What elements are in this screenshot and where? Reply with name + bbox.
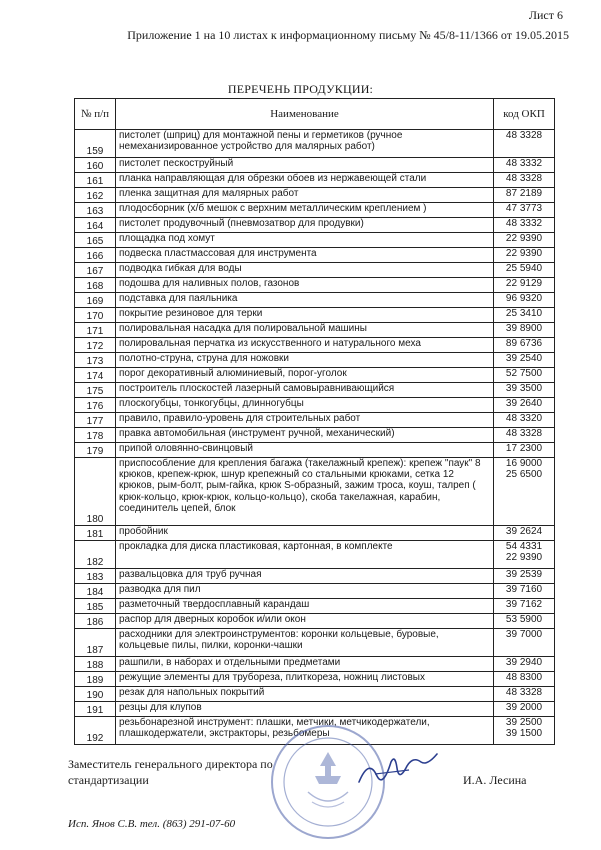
row-okp-code: 48 3328: [494, 130, 555, 158]
row-product-name: пистолет (шприц) для монтажной пены и герметиков (ручное немеханизированное устройство для малярных работ): [116, 130, 494, 158]
row-okp-code: 22 9390: [494, 248, 555, 263]
table-row: [75, 158, 555, 173]
row-product-name: планка направляющая для обрезки обоев из нержавеющей стали: [116, 173, 494, 188]
row-number: 168: [75, 278, 116, 293]
row-product-name: полировальная насадка для полировальной машины: [116, 323, 494, 338]
row-number: 167: [75, 263, 116, 278]
table-row: [75, 353, 555, 368]
row-number: 164: [75, 218, 116, 233]
table-row: [75, 599, 555, 614]
row-product-name: пленка защитная для малярных работ: [116, 188, 494, 203]
row-product-name: правило, правило-уровень для строительных работ: [116, 413, 494, 428]
header-name: Наименование: [116, 99, 494, 130]
row-okp-code: 39 8900: [494, 323, 555, 338]
row-product-name: рашпили, в наборах и отдельными предметами: [116, 657, 494, 672]
row-okp-code: 53 5900: [494, 614, 555, 629]
table-header-row: [75, 99, 555, 130]
row-okp-code: 39 2500 39 1500: [494, 717, 555, 745]
row-number: 184: [75, 584, 116, 599]
table-row: [75, 443, 555, 458]
header-number: № п/п: [75, 99, 116, 130]
executor-contact: Исп. Янов С.В. тел. (863) 291-07-60: [68, 818, 236, 830]
row-number: 187: [75, 629, 116, 657]
table-row: [75, 702, 555, 717]
row-okp-code: 39 7162: [494, 599, 555, 614]
row-product-name: развальцовка для труб ручная: [116, 569, 494, 584]
table-row: [75, 569, 555, 584]
row-okp-code: 17 2300: [494, 443, 555, 458]
row-number: 189: [75, 672, 116, 687]
table-row: [75, 368, 555, 383]
table-row: [75, 338, 555, 353]
table-row: [75, 323, 555, 338]
table-row: [75, 413, 555, 428]
row-number: 186: [75, 614, 116, 629]
row-product-name: плодосборник (х/б мешок с верхним металлическим креплением ): [116, 203, 494, 218]
row-product-name: правка автомобильная (инструмент ручной, механический): [116, 428, 494, 443]
row-okp-code: 89 6736: [494, 338, 555, 353]
row-okp-code: 39 7000: [494, 629, 555, 657]
row-product-name: подошва для наливных полов, газонов: [116, 278, 494, 293]
table-row: [75, 218, 555, 233]
row-product-name: резьбонарезной инструмент: плашки, метчики, метчикодержатели, плашкодержатели, экстракторы, резьбомеры: [116, 717, 494, 745]
row-okp-code: 39 2940: [494, 657, 555, 672]
row-okp-code: 39 2540: [494, 353, 555, 368]
table-row: [75, 584, 555, 599]
table-row: [75, 614, 555, 629]
header-okp-code: код ОКП: [494, 99, 555, 130]
row-product-name: полотно-струна, струна для ножовки: [116, 353, 494, 368]
row-product-name: припой оловянно-свинцовый: [116, 443, 494, 458]
table-row: [75, 526, 555, 541]
row-okp-code: 48 3332: [494, 218, 555, 233]
table-row: [75, 293, 555, 308]
table-row: [75, 248, 555, 263]
list-title: ПЕРЕЧЕНЬ ПРОДУКЦИИ:: [227, 82, 374, 96]
table-row: [75, 233, 555, 248]
row-product-name: резцы для клупов: [116, 702, 494, 717]
row-number: 161: [75, 173, 116, 188]
row-number: 163: [75, 203, 116, 218]
row-okp-code: 47 3773: [494, 203, 555, 218]
row-okp-code: 39 2539: [494, 569, 555, 584]
row-product-name: пистолет продувочный (пневмозатвор для продувки): [116, 218, 494, 233]
table-row: [75, 173, 555, 188]
row-okp-code: 39 2624: [494, 526, 555, 541]
row-number: 162: [75, 188, 116, 203]
signatory-position: [68, 757, 278, 788]
table-row: [75, 629, 555, 657]
row-number: 172: [75, 338, 116, 353]
row-number: 171: [75, 323, 116, 338]
row-okp-code: 16 9000 25 6500: [494, 458, 555, 526]
row-product-name: разметочный твердосплавный карандаш: [116, 599, 494, 614]
row-okp-code: 48 3332: [494, 158, 555, 173]
row-number: 191: [75, 702, 116, 717]
table-body: [75, 130, 555, 745]
row-number: 183: [75, 569, 116, 584]
row-product-name: разводка для пил: [116, 584, 494, 599]
row-okp-code: 22 9390: [494, 233, 555, 248]
row-okp-code: 39 7160: [494, 584, 555, 599]
row-number: 166: [75, 248, 116, 263]
row-number: 182: [75, 541, 116, 569]
row-product-name: режущие элементы для труборезa, плиткореза, ножниц листовых: [116, 672, 494, 687]
table-row: [75, 203, 555, 218]
row-number: 170: [75, 308, 116, 323]
signatory-position-text: Заместитель генерального директора по стандартизации: [68, 757, 273, 787]
row-okp-code: 48 3328: [494, 173, 555, 188]
sheet-number: Лист 6: [528, 8, 563, 22]
row-number: 185: [75, 599, 116, 614]
row-number: 160: [75, 158, 116, 173]
table-row: [75, 308, 555, 323]
table-row: [75, 383, 555, 398]
row-number: 178: [75, 428, 116, 443]
row-number: 177: [75, 413, 116, 428]
row-number: 169: [75, 293, 116, 308]
table-row: [75, 657, 555, 672]
row-number: 165: [75, 233, 116, 248]
table-row: [75, 541, 555, 569]
row-product-name: подставка для паяльника: [116, 293, 494, 308]
row-okp-code: 48 3320: [494, 413, 555, 428]
row-okp-code: 48 3328: [494, 687, 555, 702]
row-product-name: порог декоративный алюминиевый, порог-уголок: [116, 368, 494, 383]
row-number: 176: [75, 398, 116, 413]
row-product-name: приспособление для крепления багажа (такелажный крепеж): крепеж "паук" 8 крюков, крепеж-крюк, шнур крепежный со стальными крюками, сетка 12 крюков, рым-болт, рым-гайка, крюк S-образный, зажим троса, коуш, талреп ( крюк-кольцо, крюк-крюк, кольцо-кольцо), скоба такелажная, карабин, соединитель цепей, блок: [116, 458, 494, 526]
table-row: [75, 398, 555, 413]
row-number: 181: [75, 526, 116, 541]
row-product-name: плоскогубцы, тонкогубцы, длинногубцы: [116, 398, 494, 413]
row-okp-code: 25 5940: [494, 263, 555, 278]
row-number: 173: [75, 353, 116, 368]
row-number: 159: [75, 130, 116, 158]
row-number: 180: [75, 458, 116, 526]
row-okp-code: 54 4331 22 9390: [494, 541, 555, 569]
row-okp-code: 39 2640: [494, 398, 555, 413]
signatory-name: И.А. Лесина: [463, 773, 527, 787]
row-number: 190: [75, 687, 116, 702]
row-product-name: покрытие резиновое для терки: [116, 308, 494, 323]
row-okp-code: 39 3500: [494, 383, 555, 398]
row-product-name: распор для дверных коробок и/или окон: [116, 614, 494, 629]
row-product-name: подвеска пластмассовая для инструмента: [116, 248, 494, 263]
row-product-name: резак для напольных покрытий: [116, 687, 494, 702]
row-okp-code: 87 2189: [494, 188, 555, 203]
row-okp-code: 39 2000: [494, 702, 555, 717]
table-row: [75, 672, 555, 687]
row-number: 188: [75, 657, 116, 672]
row-product-name: площадка под хомут: [116, 233, 494, 248]
row-okp-code: 25 3410: [494, 308, 555, 323]
row-okp-code: 48 8300: [494, 672, 555, 687]
row-product-name: подводка гибкая для воды: [116, 263, 494, 278]
row-product-name: пистолет пескоструйный: [116, 158, 494, 173]
row-okp-code: 48 3328: [494, 428, 555, 443]
row-product-name: полировальная перчатка из искусственного и натурального меха: [116, 338, 494, 353]
row-number: 175: [75, 383, 116, 398]
table-row: [75, 278, 555, 293]
row-product-name: построитель плоскостей лазерный самовыравнивающийся: [116, 383, 494, 398]
row-okp-code: 96 9320: [494, 293, 555, 308]
row-okp-code: 52 7500: [494, 368, 555, 383]
row-number: 192: [75, 717, 116, 745]
product-table: [74, 98, 555, 745]
row-number: 174: [75, 368, 116, 383]
row-product-name: расходники для электроинструментов: коронки кольцевые, буровые, кольцевые пилы, пилки, коронки-чашки: [116, 629, 494, 657]
table-row: [75, 130, 555, 158]
table-row: [75, 687, 555, 702]
row-product-name: пробойник: [116, 526, 494, 541]
table-row: [75, 188, 555, 203]
row-okp-code: 22 9129: [494, 278, 555, 293]
table-row: [75, 458, 555, 526]
table-row: [75, 263, 555, 278]
handwritten-signature-icon: [355, 752, 445, 792]
row-number: 179: [75, 443, 116, 458]
appendix-reference: Приложение 1 на 10 листах к информационному письму № 45/8-11/1366 от 19.05.2015: [127, 28, 569, 42]
row-product-name: прокладка для диска пластиковая, картонная, в комплекте: [116, 541, 494, 569]
table-row: [75, 428, 555, 443]
